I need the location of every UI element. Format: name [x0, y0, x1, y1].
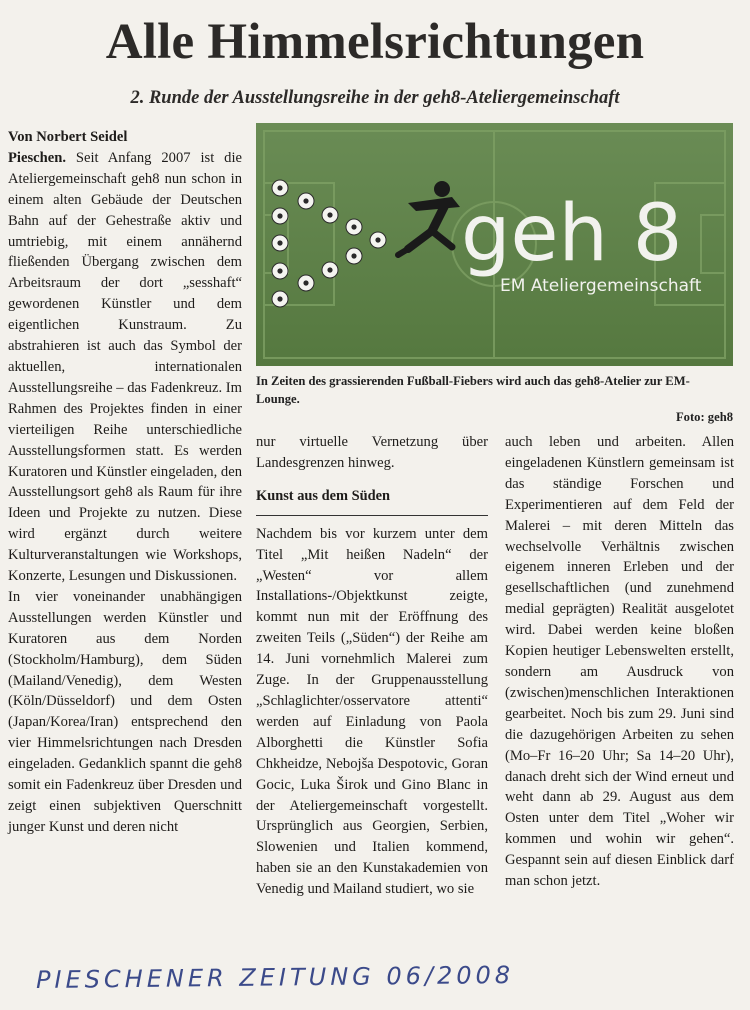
caption-text: In Zeiten des grassierenden Fußball-Fiebers wird auch das geh8-Atelier zur EM-Lounge. — [256, 374, 690, 406]
headline: Alle Himmelsrichtungen — [105, 14, 645, 70]
paragraph-artists: auch leben und arbeiten. Allen eingeladenen Künstlern gemeinsam ist das ständige Forschen und Experimentieren auf dem Feld der Malerei – mit deren Mitteln das wechselvolle Verhältnis zwischen eigenem inneren Erleben und der gesellschaftlichen (und zunehmend medial geprägten) Realität ausgelotet wird. Dabei werden keine bloßen Kopien heutiger Lebenswelten erstellt, sondern am Ausdruck von (zwischen)menschlichen Interaktionen gearbeitet. Noch bis zum 29. Juni sind die dazugehörigen Arbeiten zu sehen (Mo–Fr 16–20 Uhr; Sa 14–20 Uhr), danach dreht sich der Wind erneut und weht dann ab 29. August aus dem Osten unter dem Titel „Woher wir kommen und wohin wir gehen“. Gespannt sein auf diesen Einblick darf man schon jetzt. — [505, 434, 734, 890]
photo-credit: Foto: geh8 — [675, 410, 733, 424]
photo-illustration — [256, 123, 733, 366]
section-heading: Kunst aus dem Süden — [256, 487, 390, 504]
subheadline: 2. Runde der Ausstellungsreihe in der geh8-Ateliergemeinschaft — [130, 88, 620, 108]
article-column-2 — [256, 432, 488, 900]
paragraph-exhibitions: In vier voneinander unabhängigen Ausstellungen werden Künstler und Kuratoren aus dem Norden (Stockholm/Hamburg), dem Süden (Mailand/Venedig), dem Westen (Köln/Düsseldorf) und dem Osten (Japan/Korea/Iran) entsprechend den vier Himmelsrichtungen nach Dresden eingeladen. Gedanklich spannt die geh8 somit ein Fadenkreuz über Dresden und zeigt einen subjektiven Querschnitt junger Kunst und deren nicht — [8, 588, 242, 835]
article-column-1 — [8, 127, 242, 838]
photo-geh8-logo — [256, 123, 733, 366]
byline: Von Norbert Seidel — [8, 129, 128, 145]
paragraph-continuation: nur virtuelle Vernetzung über Landesgrenzen hinweg. — [256, 434, 488, 471]
handwritten-source-note: PIESCHENER ZEITUNG 06/2008 — [35, 960, 515, 994]
logo-text: geh 8 — [461, 189, 683, 279]
section-divider — [256, 515, 488, 516]
dateline-place: Pieschen. — [8, 149, 66, 166]
photo-caption — [256, 372, 733, 426]
paragraph-intro — [8, 148, 242, 587]
article-column-3 — [505, 432, 734, 892]
logo-subtext: EM Ateliergemeinschaft — [500, 276, 702, 296]
paragraph-south: Nachdem bis vor kurzem unter dem Titel „Mit heißen Nadeln“ der „Westen“ vor allem Installations-/Objektkunst zeigte, kommt nun mit der Eröffnung des zweiten Teils („Süden“) der Reihe am 14. Juni vornehmlich Malerei zum Zuge. In der Gruppenausstellung „Schlaglichter/osservatore attenti“ werden auf Einladung von Paola Alborghetti die Künstler Sofia Chkheidze, Nebojša Despotovic, Goran Gocic, Luka Širok und Gino Blanc in der Ateliergemeinschaft vorgestellt. Ursprünglich aus Georgien, Serbien, Slowenien und Italien kommend, haben sie an den Kunstakademien von Venedig und Mailand studiert, wo sie — [256, 525, 488, 898]
paragraph-intro-text: Seit Anfang 2007 ist die Ateliergemeinschaft geh8 nun schon in einem alten Gebäude der Deutschen Bahn auf der Gehestraße aktiv und umtriebig, mit einem annähernd fließenden Übergang zwischen dem Arbeitsraum der dort „sesshaft“ gewordenen Künstler und dem eigentlichen Kunstraum. Zu abstrahieren ist auch das Symbol der aktuellen, internationalen Ausstellungsreihe – das Fadenkreuz. Im Rahmen des Projektes finden in einer vierteiligen Reihe unterschiedliche Ausstellungsformen statt. Es werden Kuratoren und Künstler eingeladen, den Ausstellungsort geh8 als Raum für ihre Ideen und Projekte zu nutzen. Diese wird ergänzt durch weitere Kulturveranstaltungen wie Workshops, Konzerte, Lesungen und Diskussionen. — [8, 149, 242, 585]
